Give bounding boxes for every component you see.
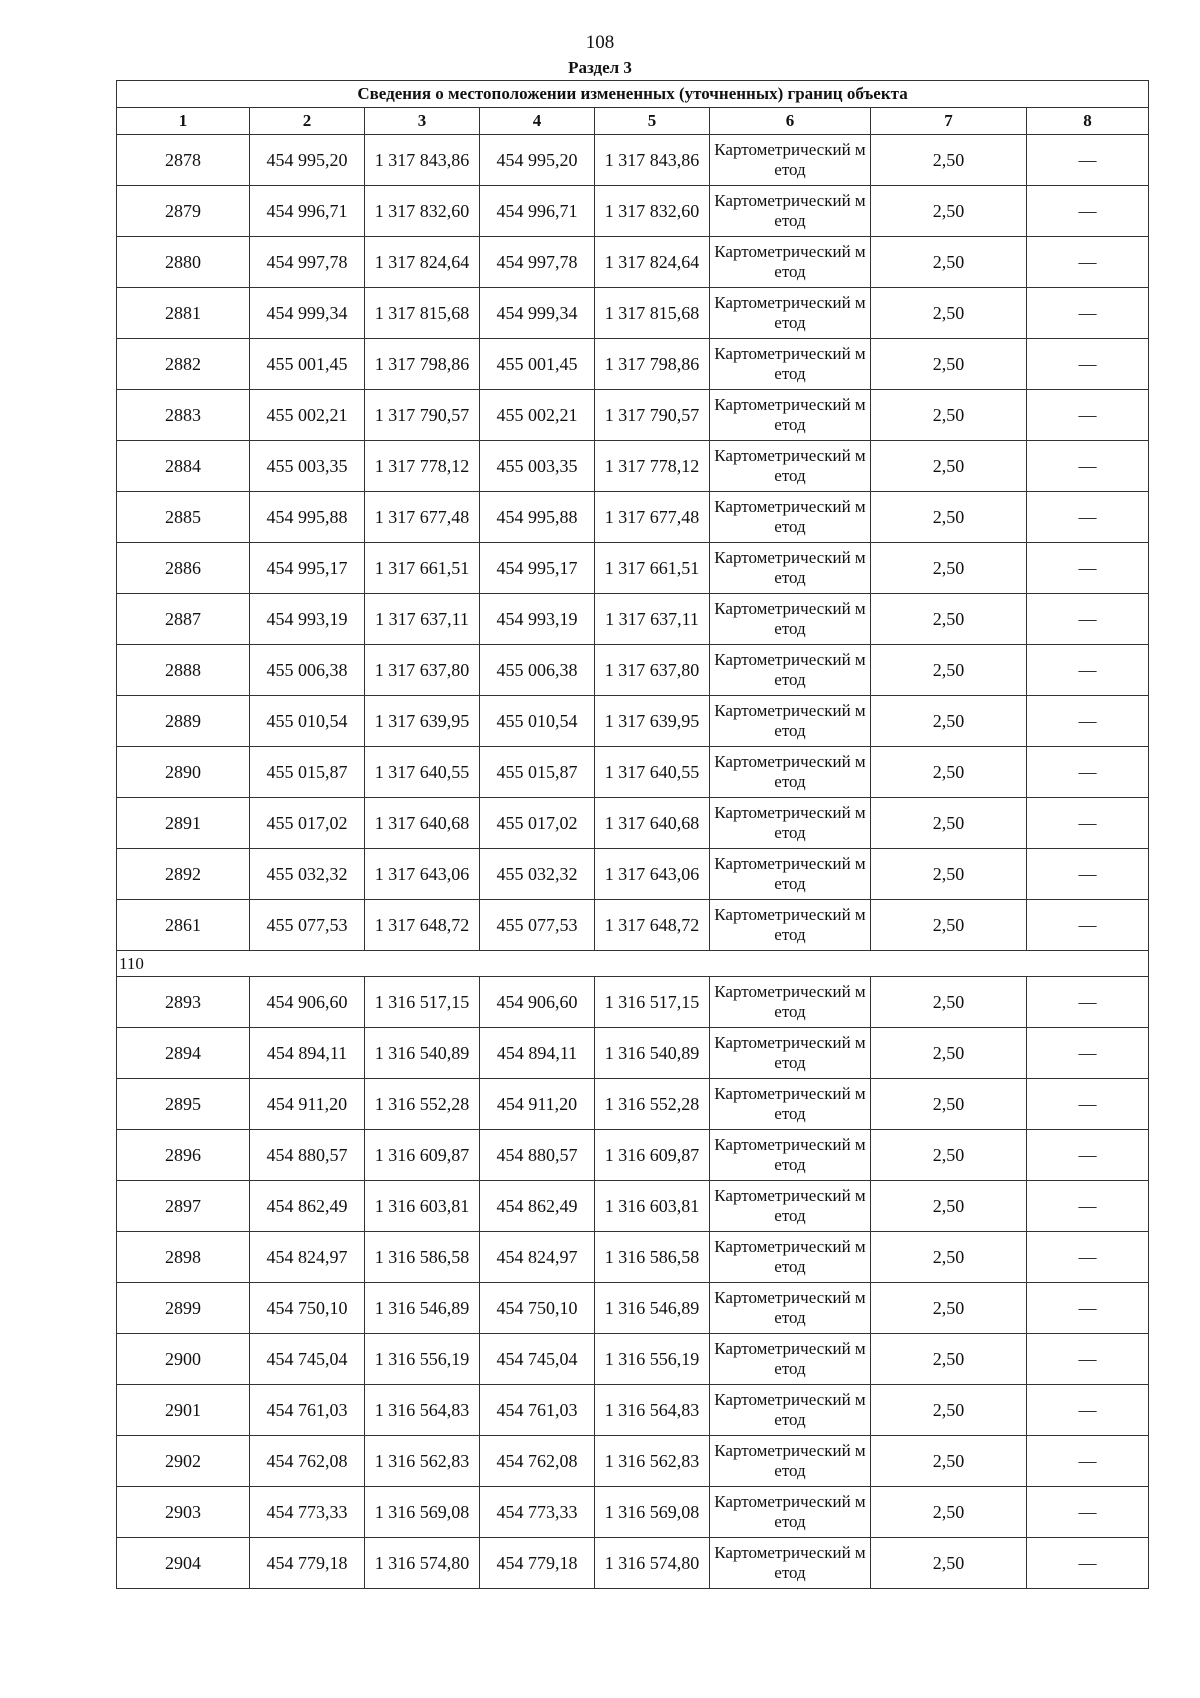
description-cell: —	[1027, 849, 1149, 900]
table-row	[117, 492, 1149, 543]
x-existing-cell: 455 017,02	[250, 798, 365, 849]
table-row	[117, 339, 1149, 390]
x-new-cell: 454 745,04	[480, 1334, 595, 1385]
table-body	[117, 135, 1149, 1589]
point-number-cell: 2897	[117, 1181, 250, 1232]
point-number-cell: 2901	[117, 1385, 250, 1436]
description-cell: —	[1027, 441, 1149, 492]
y-existing-cell: 1 316 552,28	[365, 1079, 480, 1130]
precision-cell: 2,50	[871, 747, 1027, 798]
x-new-cell: 455 077,53	[480, 900, 595, 951]
x-existing-cell: 454 779,18	[250, 1538, 365, 1589]
description-cell: —	[1027, 1334, 1149, 1385]
method-cell: Картометрический метод	[710, 645, 871, 696]
table-row	[117, 594, 1149, 645]
method-cell: Картометрический метод	[710, 390, 871, 441]
table-row	[117, 1028, 1149, 1079]
description-cell: —	[1027, 1436, 1149, 1487]
x-existing-cell: 454 993,19	[250, 594, 365, 645]
y-existing-cell: 1 316 564,83	[365, 1385, 480, 1436]
x-existing-cell: 455 032,32	[250, 849, 365, 900]
table-row	[117, 390, 1149, 441]
y-new-cell: 1 316 586,58	[595, 1232, 710, 1283]
y-existing-cell: 1 316 517,15	[365, 977, 480, 1028]
point-number-cell: 2883	[117, 390, 250, 441]
description-cell: —	[1027, 237, 1149, 288]
y-new-cell: 1 316 556,19	[595, 1334, 710, 1385]
y-new-cell: 1 316 603,81	[595, 1181, 710, 1232]
x-existing-cell: 454 894,11	[250, 1028, 365, 1079]
x-existing-cell: 455 006,38	[250, 645, 365, 696]
x-existing-cell: 454 773,33	[250, 1487, 365, 1538]
point-number-cell: 2902	[117, 1436, 250, 1487]
precision-cell: 2,50	[871, 1130, 1027, 1181]
group-label-row	[117, 951, 1149, 977]
column-number-row	[117, 108, 1149, 135]
x-existing-cell: 454 906,60	[250, 977, 365, 1028]
y-new-cell: 1 316 517,15	[595, 977, 710, 1028]
y-new-cell: 1 317 643,06	[595, 849, 710, 900]
y-new-cell: 1 317 798,86	[595, 339, 710, 390]
x-existing-cell: 455 077,53	[250, 900, 365, 951]
precision-cell: 2,50	[871, 1385, 1027, 1436]
x-new-cell: 455 006,38	[480, 645, 595, 696]
precision-cell: 2,50	[871, 441, 1027, 492]
column-number-3: 3	[365, 108, 480, 135]
x-new-cell: 454 824,97	[480, 1232, 595, 1283]
method-cell: Картометрический метод	[710, 1436, 871, 1487]
precision-cell: 2,50	[871, 1079, 1027, 1130]
x-existing-cell: 455 015,87	[250, 747, 365, 798]
method-cell: Картометрический метод	[710, 288, 871, 339]
x-existing-cell: 454 995,20	[250, 135, 365, 186]
y-new-cell: 1 317 640,55	[595, 747, 710, 798]
table-row	[117, 1436, 1149, 1487]
method-cell: Картометрический метод	[710, 441, 871, 492]
precision-cell: 2,50	[871, 645, 1027, 696]
x-new-cell: 454 862,49	[480, 1181, 595, 1232]
page-number: 108	[585, 32, 615, 53]
precision-cell: 2,50	[871, 798, 1027, 849]
table-row	[117, 1232, 1149, 1283]
description-cell: —	[1027, 977, 1149, 1028]
description-cell: —	[1027, 135, 1149, 186]
x-existing-cell: 454 911,20	[250, 1079, 365, 1130]
y-existing-cell: 1 317 640,68	[365, 798, 480, 849]
precision-cell: 2,50	[871, 900, 1027, 951]
precision-cell: 2,50	[871, 1181, 1027, 1232]
x-new-cell: 454 995,17	[480, 543, 595, 594]
x-new-cell: 454 911,20	[480, 1079, 595, 1130]
column-number-5: 5	[595, 108, 710, 135]
x-new-cell: 454 996,71	[480, 186, 595, 237]
x-existing-cell: 455 010,54	[250, 696, 365, 747]
description-cell: —	[1027, 594, 1149, 645]
precision-cell: 2,50	[871, 390, 1027, 441]
point-number-cell: 2880	[117, 237, 250, 288]
y-existing-cell: 1 317 798,86	[365, 339, 480, 390]
y-new-cell: 1 317 648,72	[595, 900, 710, 951]
y-existing-cell: 1 317 778,12	[365, 441, 480, 492]
table-row	[117, 135, 1149, 186]
table-row	[117, 1181, 1149, 1232]
method-cell: Картометрический метод	[710, 1079, 871, 1130]
column-number-6: 6	[710, 108, 871, 135]
x-existing-cell: 454 761,03	[250, 1385, 365, 1436]
table-row	[117, 696, 1149, 747]
table-row	[117, 900, 1149, 951]
method-cell: Картометрический метод	[710, 1487, 871, 1538]
table-row	[117, 1283, 1149, 1334]
table-row	[117, 1487, 1149, 1538]
column-number-4: 4	[480, 108, 595, 135]
table-caption: Сведения о местоположении измененных (уточненных) границ объекта	[117, 81, 1149, 108]
x-new-cell: 454 894,11	[480, 1028, 595, 1079]
y-existing-cell: 1 317 640,55	[365, 747, 480, 798]
precision-cell: 2,50	[871, 1232, 1027, 1283]
x-existing-cell: 454 824,97	[250, 1232, 365, 1283]
method-cell: Картометрический метод	[710, 237, 871, 288]
table-row	[117, 1385, 1149, 1436]
precision-cell: 2,50	[871, 543, 1027, 594]
table-row	[117, 543, 1149, 594]
y-existing-cell: 1 317 677,48	[365, 492, 480, 543]
method-cell: Картометрический метод	[710, 798, 871, 849]
table-row	[117, 441, 1149, 492]
y-new-cell: 1 317 637,80	[595, 645, 710, 696]
precision-cell: 2,50	[871, 1487, 1027, 1538]
point-number-cell: 2878	[117, 135, 250, 186]
description-cell: —	[1027, 390, 1149, 441]
method-cell: Картометрический метод	[710, 186, 871, 237]
description-cell: —	[1027, 696, 1149, 747]
method-cell: Картометрический метод	[710, 696, 871, 747]
table-row	[117, 186, 1149, 237]
x-existing-cell: 454 995,88	[250, 492, 365, 543]
method-cell: Картометрический метод	[710, 492, 871, 543]
precision-cell: 2,50	[871, 339, 1027, 390]
point-number-cell: 2881	[117, 288, 250, 339]
y-new-cell: 1 316 546,89	[595, 1283, 710, 1334]
section-title: Раздел 3	[568, 58, 632, 77]
y-existing-cell: 1 317 637,80	[365, 645, 480, 696]
y-existing-cell: 1 317 639,95	[365, 696, 480, 747]
table-row	[117, 1079, 1149, 1130]
x-new-cell: 454 779,18	[480, 1538, 595, 1589]
y-existing-cell: 1 317 661,51	[365, 543, 480, 594]
y-existing-cell: 1 316 574,80	[365, 1538, 480, 1589]
method-cell: Картометрический метод	[710, 1538, 871, 1589]
y-new-cell: 1 317 824,64	[595, 237, 710, 288]
x-new-cell: 454 995,20	[480, 135, 595, 186]
method-cell: Картометрический метод	[710, 135, 871, 186]
description-cell: —	[1027, 1283, 1149, 1334]
x-existing-cell: 455 003,35	[250, 441, 365, 492]
y-new-cell: 1 316 564,83	[595, 1385, 710, 1436]
x-new-cell: 454 880,57	[480, 1130, 595, 1181]
y-new-cell: 1 316 552,28	[595, 1079, 710, 1130]
description-cell: —	[1027, 1487, 1149, 1538]
x-new-cell: 454 750,10	[480, 1283, 595, 1334]
method-cell: Картометрический метод	[710, 1385, 871, 1436]
y-existing-cell: 1 316 603,81	[365, 1181, 480, 1232]
point-number-cell: 2900	[117, 1334, 250, 1385]
x-existing-cell: 454 862,49	[250, 1181, 365, 1232]
description-cell: —	[1027, 1232, 1149, 1283]
y-new-cell: 1 317 778,12	[595, 441, 710, 492]
description-cell: —	[1027, 798, 1149, 849]
y-existing-cell: 1 316 540,89	[365, 1028, 480, 1079]
description-cell: —	[1027, 900, 1149, 951]
y-existing-cell: 1 316 609,87	[365, 1130, 480, 1181]
y-existing-cell: 1 317 643,06	[365, 849, 480, 900]
y-existing-cell: 1 317 843,86	[365, 135, 480, 186]
x-new-cell: 455 017,02	[480, 798, 595, 849]
y-new-cell: 1 317 677,48	[595, 492, 710, 543]
method-cell: Картометрический метод	[710, 1028, 871, 1079]
x-new-cell: 455 003,35	[480, 441, 595, 492]
x-new-cell: 454 762,08	[480, 1436, 595, 1487]
description-cell: —	[1027, 186, 1149, 237]
description-cell: —	[1027, 1181, 1149, 1232]
x-new-cell: 454 773,33	[480, 1487, 595, 1538]
x-new-cell: 454 997,78	[480, 237, 595, 288]
point-number-cell: 2890	[117, 747, 250, 798]
x-existing-cell: 454 999,34	[250, 288, 365, 339]
method-cell: Картометрический метод	[710, 747, 871, 798]
y-new-cell: 1 317 832,60	[595, 186, 710, 237]
precision-cell: 2,50	[871, 1283, 1027, 1334]
precision-cell: 2,50	[871, 186, 1027, 237]
x-existing-cell: 454 995,17	[250, 543, 365, 594]
y-existing-cell: 1 316 569,08	[365, 1487, 480, 1538]
group-label: 110	[117, 951, 1149, 977]
table-row	[117, 798, 1149, 849]
y-existing-cell: 1 317 815,68	[365, 288, 480, 339]
x-new-cell: 454 999,34	[480, 288, 595, 339]
x-existing-cell: 454 997,78	[250, 237, 365, 288]
column-number-2: 2	[250, 108, 365, 135]
x-new-cell: 454 906,60	[480, 977, 595, 1028]
precision-cell: 2,50	[871, 594, 1027, 645]
point-number-cell: 2895	[117, 1079, 250, 1130]
point-number-cell: 2884	[117, 441, 250, 492]
precision-cell: 2,50	[871, 237, 1027, 288]
coordinates-table	[116, 80, 1149, 1589]
method-cell: Картометрический метод	[710, 594, 871, 645]
precision-cell: 2,50	[871, 1028, 1027, 1079]
point-number-cell: 2891	[117, 798, 250, 849]
x-existing-cell: 455 001,45	[250, 339, 365, 390]
x-existing-cell: 454 880,57	[250, 1130, 365, 1181]
method-cell: Картометрический метод	[710, 1130, 871, 1181]
table-row	[117, 237, 1149, 288]
table-row	[117, 747, 1149, 798]
x-new-cell: 454 993,19	[480, 594, 595, 645]
y-existing-cell: 1 317 832,60	[365, 186, 480, 237]
point-number-cell: 2894	[117, 1028, 250, 1079]
precision-cell: 2,50	[871, 696, 1027, 747]
y-new-cell: 1 317 637,11	[595, 594, 710, 645]
description-cell: —	[1027, 339, 1149, 390]
point-number-cell: 2882	[117, 339, 250, 390]
precision-cell: 2,50	[871, 1334, 1027, 1385]
precision-cell: 2,50	[871, 1436, 1027, 1487]
y-new-cell: 1 316 540,89	[595, 1028, 710, 1079]
point-number-cell: 2879	[117, 186, 250, 237]
y-existing-cell: 1 317 824,64	[365, 237, 480, 288]
column-number-7: 7	[871, 108, 1027, 135]
table-row	[117, 977, 1149, 1028]
description-cell: —	[1027, 747, 1149, 798]
description-cell: —	[1027, 1538, 1149, 1589]
description-cell: —	[1027, 645, 1149, 696]
point-number-cell: 2888	[117, 645, 250, 696]
y-new-cell: 1 317 661,51	[595, 543, 710, 594]
method-cell: Картометрический метод	[710, 1232, 871, 1283]
precision-cell: 2,50	[871, 977, 1027, 1028]
x-new-cell: 455 032,32	[480, 849, 595, 900]
description-cell: —	[1027, 1028, 1149, 1079]
y-new-cell: 1 316 562,83	[595, 1436, 710, 1487]
y-existing-cell: 1 317 637,11	[365, 594, 480, 645]
description-cell: —	[1027, 1385, 1149, 1436]
x-existing-cell: 454 750,10	[250, 1283, 365, 1334]
point-number-cell: 2893	[117, 977, 250, 1028]
method-cell: Картометрический метод	[710, 900, 871, 951]
x-new-cell: 454 995,88	[480, 492, 595, 543]
x-new-cell: 454 761,03	[480, 1385, 595, 1436]
x-existing-cell: 454 745,04	[250, 1334, 365, 1385]
point-number-cell: 2885	[117, 492, 250, 543]
y-existing-cell: 1 317 790,57	[365, 390, 480, 441]
point-number-cell: 2898	[117, 1232, 250, 1283]
point-number-cell: 2896	[117, 1130, 250, 1181]
y-existing-cell: 1 316 556,19	[365, 1334, 480, 1385]
precision-cell: 2,50	[871, 288, 1027, 339]
method-cell: Картометрический метод	[710, 849, 871, 900]
description-cell: —	[1027, 492, 1149, 543]
point-number-cell: 2892	[117, 849, 250, 900]
y-existing-cell: 1 317 648,72	[365, 900, 480, 951]
table-row	[117, 1538, 1149, 1589]
point-number-cell: 2886	[117, 543, 250, 594]
y-new-cell: 1 317 843,86	[595, 135, 710, 186]
description-cell: —	[1027, 1130, 1149, 1181]
x-new-cell: 455 002,21	[480, 390, 595, 441]
table-row	[117, 1130, 1149, 1181]
table-row	[117, 288, 1149, 339]
method-cell: Картометрический метод	[710, 1283, 871, 1334]
precision-cell: 2,50	[871, 1538, 1027, 1589]
point-number-cell: 2861	[117, 900, 250, 951]
precision-cell: 2,50	[871, 492, 1027, 543]
method-cell: Картометрический метод	[710, 1181, 871, 1232]
table-row	[117, 645, 1149, 696]
point-number-cell: 2889	[117, 696, 250, 747]
y-new-cell: 1 317 639,95	[595, 696, 710, 747]
y-new-cell: 1 317 815,68	[595, 288, 710, 339]
description-cell: —	[1027, 288, 1149, 339]
x-new-cell: 455 001,45	[480, 339, 595, 390]
point-number-cell: 2899	[117, 1283, 250, 1334]
method-cell: Картометрический метод	[710, 977, 871, 1028]
x-new-cell: 455 015,87	[480, 747, 595, 798]
description-cell: —	[1027, 543, 1149, 594]
y-new-cell: 1 316 574,80	[595, 1538, 710, 1589]
table-row	[117, 1334, 1149, 1385]
x-new-cell: 455 010,54	[480, 696, 595, 747]
x-existing-cell: 454 996,71	[250, 186, 365, 237]
precision-cell: 2,50	[871, 849, 1027, 900]
method-cell: Картометрический метод	[710, 543, 871, 594]
point-number-cell: 2904	[117, 1538, 250, 1589]
y-new-cell: 1 317 640,68	[595, 798, 710, 849]
y-new-cell: 1 316 609,87	[595, 1130, 710, 1181]
y-existing-cell: 1 316 562,83	[365, 1436, 480, 1487]
method-cell: Картометрический метод	[710, 1334, 871, 1385]
description-cell: —	[1027, 1079, 1149, 1130]
column-number-8: 8	[1027, 108, 1149, 135]
y-new-cell: 1 316 569,08	[595, 1487, 710, 1538]
y-existing-cell: 1 316 586,58	[365, 1232, 480, 1283]
x-existing-cell: 454 762,08	[250, 1436, 365, 1487]
table-row	[117, 849, 1149, 900]
precision-cell: 2,50	[871, 135, 1027, 186]
x-existing-cell: 455 002,21	[250, 390, 365, 441]
method-cell: Картометрический метод	[710, 339, 871, 390]
column-number-1: 1	[117, 108, 250, 135]
point-number-cell: 2887	[117, 594, 250, 645]
point-number-cell: 2903	[117, 1487, 250, 1538]
y-new-cell: 1 317 790,57	[595, 390, 710, 441]
y-existing-cell: 1 316 546,89	[365, 1283, 480, 1334]
